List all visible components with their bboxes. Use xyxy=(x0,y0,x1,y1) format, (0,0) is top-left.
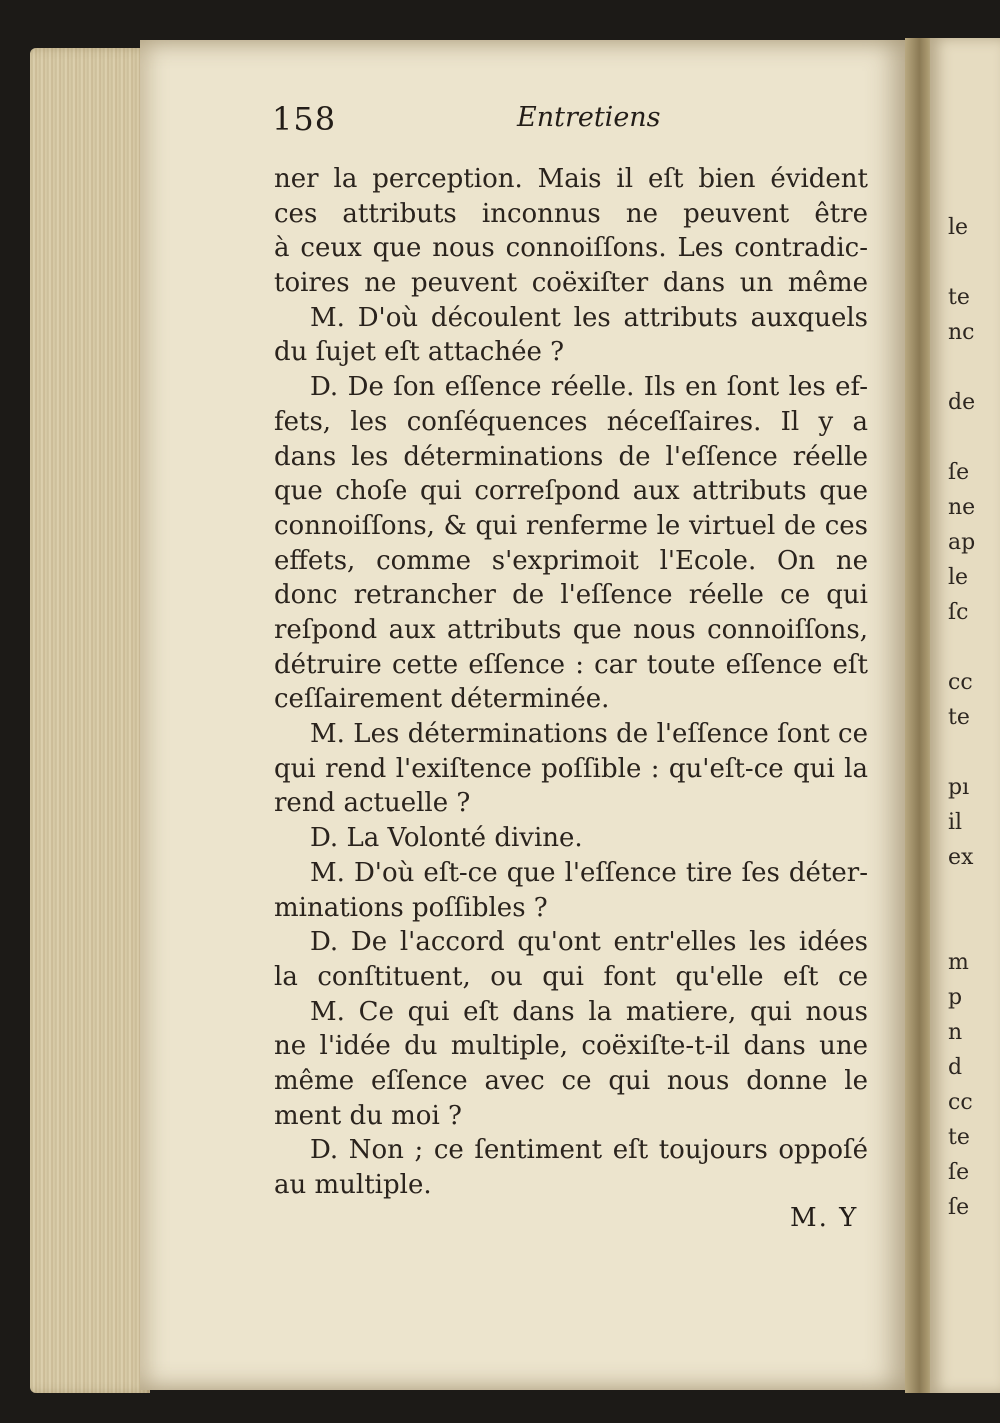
text-line: D. La Volonté divine. xyxy=(310,823,583,854)
page-header xyxy=(272,100,872,140)
text-line: fets, les conſéquences néceſſaires. Il y a xyxy=(274,406,868,437)
text-line: M. Ce qui eſt dans la matiere, qui nous xyxy=(310,996,868,1027)
text-line: M. D'où eſt-ce que l'eſſence tire ſes déter- xyxy=(310,857,868,888)
catchword: M. Y xyxy=(790,1203,859,1233)
facing-page-fragment: le xyxy=(948,215,969,240)
facing-page-fragment: ap xyxy=(948,530,976,555)
text-line: que choſe qui correſpond aux attributs que xyxy=(274,476,868,507)
facing-page-fragment: te xyxy=(948,285,970,310)
text-line: ner la perception. Mais il eſt bien évident xyxy=(274,164,868,194)
text-line: ceſſairement déterminée. xyxy=(274,684,610,715)
text-line: détruire cette eſſence : car toute eſſence eſt xyxy=(274,649,868,680)
facing-page-fragment: ſe xyxy=(948,1195,970,1220)
facing-page-fragment: n xyxy=(948,1020,963,1045)
text-line: au multiple. xyxy=(274,1170,432,1201)
text-line: M. Les déterminations de l'eſſence ſont ce xyxy=(310,719,868,750)
facing-page-fragment: ſe xyxy=(948,1160,970,1185)
facing-page-fragment: cc xyxy=(948,670,973,695)
facing-page-fragment: te xyxy=(948,1125,970,1150)
facing-page-fragment: ſc xyxy=(948,600,969,625)
facing-page-fragment: ne xyxy=(948,495,976,520)
facing-page-fragment: le xyxy=(948,565,969,590)
page-number: 158 xyxy=(272,100,337,138)
text-line: même eſſence avec ce qui nous donne le xyxy=(274,1065,868,1096)
text-line: du ſujet eſt attachée ? xyxy=(274,337,565,368)
page-edges xyxy=(30,48,150,1393)
facing-page xyxy=(930,38,1000,1393)
text-line: D. De ſon eſſence réelle. Ils en ſont les ef- xyxy=(310,372,868,403)
text-line: la conſtituent, ou qui font qu'elle eſt ce xyxy=(274,961,868,992)
text-line: reſpond aux attributs que nous connoiſſons, xyxy=(274,614,868,645)
facing-page-fragment: il xyxy=(948,810,963,835)
facing-page-fragment: ſe xyxy=(948,460,970,485)
facing-page-fragment: nc xyxy=(948,320,975,345)
text-line: D. Non ; ce ſentiment eſt toujours oppoſé xyxy=(310,1135,868,1166)
body-text xyxy=(274,162,868,1203)
text-line: connoiſſons, & qui renferme le virtuel de ces xyxy=(274,510,868,541)
text-line: qui rend l'exiſtence poſſible : qu'eſt-ce qui la xyxy=(274,753,868,784)
text-line: ces attributs inconnus ne peuvent être xyxy=(274,198,868,229)
facing-page-fragment: pı xyxy=(948,775,970,800)
text-line: dans les déterminations de l'eſſence réelle xyxy=(274,441,868,472)
facing-page-fragment: de xyxy=(948,390,976,415)
facing-page-fragment: cc xyxy=(948,1090,973,1115)
text-line: effets, comme s'exprimoit l'Ecole. On ne xyxy=(274,545,868,576)
text-line: à ceux que nous connoiſſons. Les contradic- xyxy=(274,233,868,264)
running-title: Entretiens xyxy=(517,102,661,133)
text-line: D. De l'accord qu'ont entr'elles les idées xyxy=(310,927,868,958)
facing-page-fragment: te xyxy=(948,705,970,730)
facing-page-fragment: m xyxy=(948,950,969,975)
facing-page-fragment: ex xyxy=(948,845,974,870)
text-line: ment du moi ? xyxy=(274,1100,462,1131)
text-line: rend actuelle ? xyxy=(274,788,471,819)
text-line: ne l'idée du multiple, coëxiſte-t-il dans une xyxy=(274,1031,868,1062)
text-line: donc retrancher de l'eſſence réelle ce qui xyxy=(274,580,868,611)
text-line: toires ne peuvent coëxiſter dans un même xyxy=(274,268,868,299)
facing-page-fragment: p xyxy=(948,985,963,1010)
facing-page-fragment: d xyxy=(948,1055,963,1080)
text-line: M. D'où découlent les attributs auxquels xyxy=(310,302,868,333)
text-line: minations poſſibles ? xyxy=(274,892,548,923)
